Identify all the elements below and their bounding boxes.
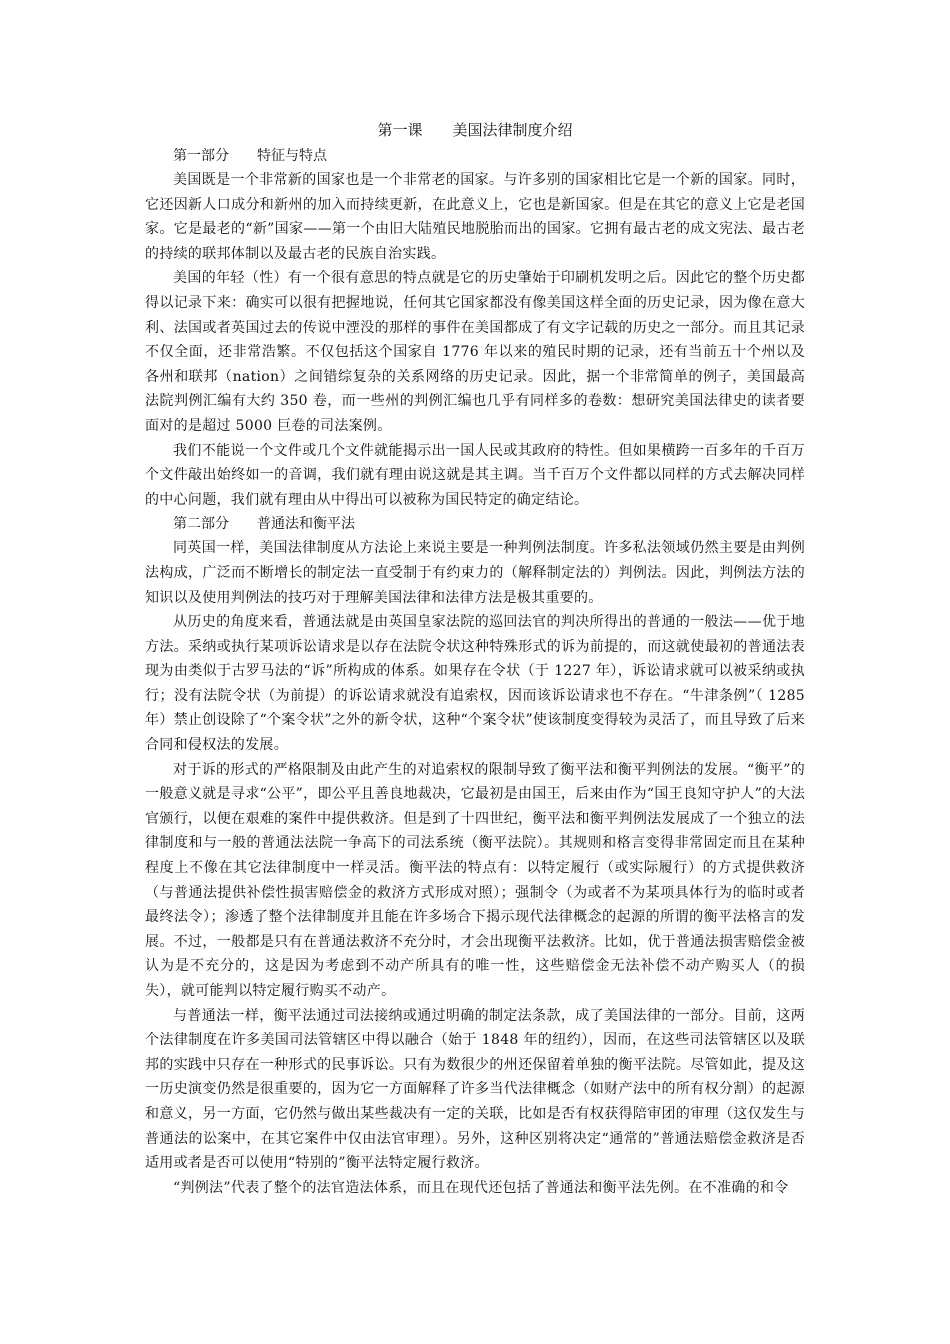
paragraph: 美国既是一个非常新的国家也是一个非常老的国家。与许多别的国家相比它是一个新的国家。同时，它还因新人口成分和新州的加入而持续更新，在此意义上，它也是新国家。但是在其它的意义上它是老国家。它是最老的“新”国家——第一个由旧大陆殖民地脱胎而出的国家。它拥有最古老的成文宪法、最古老的持续的联邦体制以及最古老的民族自治实践。 (145, 172, 805, 262)
paragraph: 与普通法一样，衡平法通过司法接纳或通过明确的制定法条款，成了美国法律的一部分。目前，这两个法律制度在许多美国司法管辖区中得以融合（始于 1848 年的纽约），因而，在这些司法管辖区以及联邦的实践中只存在一种形式的民事诉讼。只有为数很少的州还保留着单独的衡平法院。尽管如此，提及这一历史演变仍然是很重要的，因为它一方面解释了许多当代法律概念（如财产法中的所有权分割）的起源和意义，另一方面，它仍然与做出某些裁决有一定的关联，比如是否有权获得陪审团的审理（这仅发生与普通法的讼案中，在其它案件中仅由法官审理）。另外，这种区别将决定“通常的”普通法赔偿金救济是否适用或者是否可以使用“特别的”衡平法特定履行救济。 (145, 1007, 805, 1172)
paragraph: 美国的年轻（性）有一个很有意思的特点就是它的历史肇始于印刷机发明之后。因此它的整个历史都得以记录下来：确实可以很有把握地说，任何其它国家都没有像美国这样全面的历史记录，因为像在意大利、法国或者英国过去的传说中湮没的那样的事件在美国都成了有文字记载的历史之一部分。而且其记录不仅全面，还非常浩繁。不仅包括这个国家自 1776 年以来的殖民时期的记录，还有当前五十个州以及各州和联邦（nation）之间错综复杂的关系网络的历史记录。因此，据一个非常简单的例子，美国最高法院判例汇编有大约 350 卷，而一些州的判例汇编也几乎有同样多的卷数：想研究美国法律史的读者要面对的是超过 5000 巨卷的司法案例。 (145, 270, 805, 434)
document-title: 第一课 美国法律制度介绍 (377, 121, 573, 139)
paragraph: 我们不能说一个文件或几个文件就能揭示出一国人民或其政府的特性。但如果横跨一百多年的千百万个文件敲出始终如一的音调，我们就有理由说这就是其主调。当千百万个文件都以同样的方式去解决同样的中心问题，我们就有理由从中得出可以被称为国民特定的确定结论。 (145, 442, 805, 508)
paragraph: 同英国一样，美国法律制度从方法论上来说主要是一种判例法制度。许多私法领域仍然主要是由判例法构成，广泛而不断增长的制定法一直受制于有约束力的（解释制定法的）判例法。因此，判例法方法的知识以及使用判例法的技巧对于理解美国法律和法律方法是极其重要的。 (145, 540, 805, 606)
section-heading-part1: 第一部分 特征与特点 (173, 148, 327, 164)
paragraph: 对于诉的形式的严格限制及由此产生的对追索权的限制导致了衡平法和衡平判例法的发展。“衡平”的一般意义就是寻求“公平”，即公平且善良地裁决，它最初是由国王，后来由作为“国王良知守护人”的大法官颁行，以便在艰难的案件中提供救济。但是到了十四世纪，衡平法和衡平判例法发展成了一个独立的法律制度和与一般的普通法法院一争高下的司法系统（衡平法院）。其规则和格言变得非常固定而且在某种程度上不像在其它法律制度中一样灵活。衡平法的特点有：以特定履行（或实际履行）的方式提供救济（与普通法提供补偿性损害赔偿金的救济方式形成对照）；强制令（为或者不为某项具体行为的临时或者最终法令）；渗透了整个法律制度并且能在许多场合下揭示现代法律概念的起源的所谓的衡平法格言的发展。不过，一般都是只有在普通法救济不充分时，才会出现衡平法救济。比如，优于普通法损害赔偿金被认为是不充分的，这是因为考虑到不动产所具有的唯一性，这些赔偿金无法补偿不动产购买人（的损失），就可能判以特定履行购买不动产。 (145, 761, 805, 999)
paragraph: 从历史的角度来看，普通法就是由英国皇家法院的巡回法官的判决所得出的普通的一般法——优于地方法。采纳或执行某项诉讼请求是以存在法院令状这种特殊形式的诉为前提的，而这就使最初的普通法表现为由类似于古罗马法的“诉”所构成的体系。如果存在令状（于 1227 年），诉讼请求就可以被采纳或执行；没有法院令状（为前提）的诉讼请求就没有追索权，因而该诉讼请求也不存在。“牛津条例”（ 1285 年）禁止创设除了“个案令状”之外的新令状，这种“个案令状”使该制度变得较为灵活了，而且导致了后来合同和侵权法的发展。 (145, 614, 805, 754)
section-heading-part2: 第二部分 普通法和衡平法 (173, 516, 355, 533)
document-page (145, 118, 805, 1200)
paragraph: “判例法”代表了整个的法官造法体系，而且在现代还包括了普通法和衡平法先例。在不准确的和令 (173, 1179, 789, 1196)
